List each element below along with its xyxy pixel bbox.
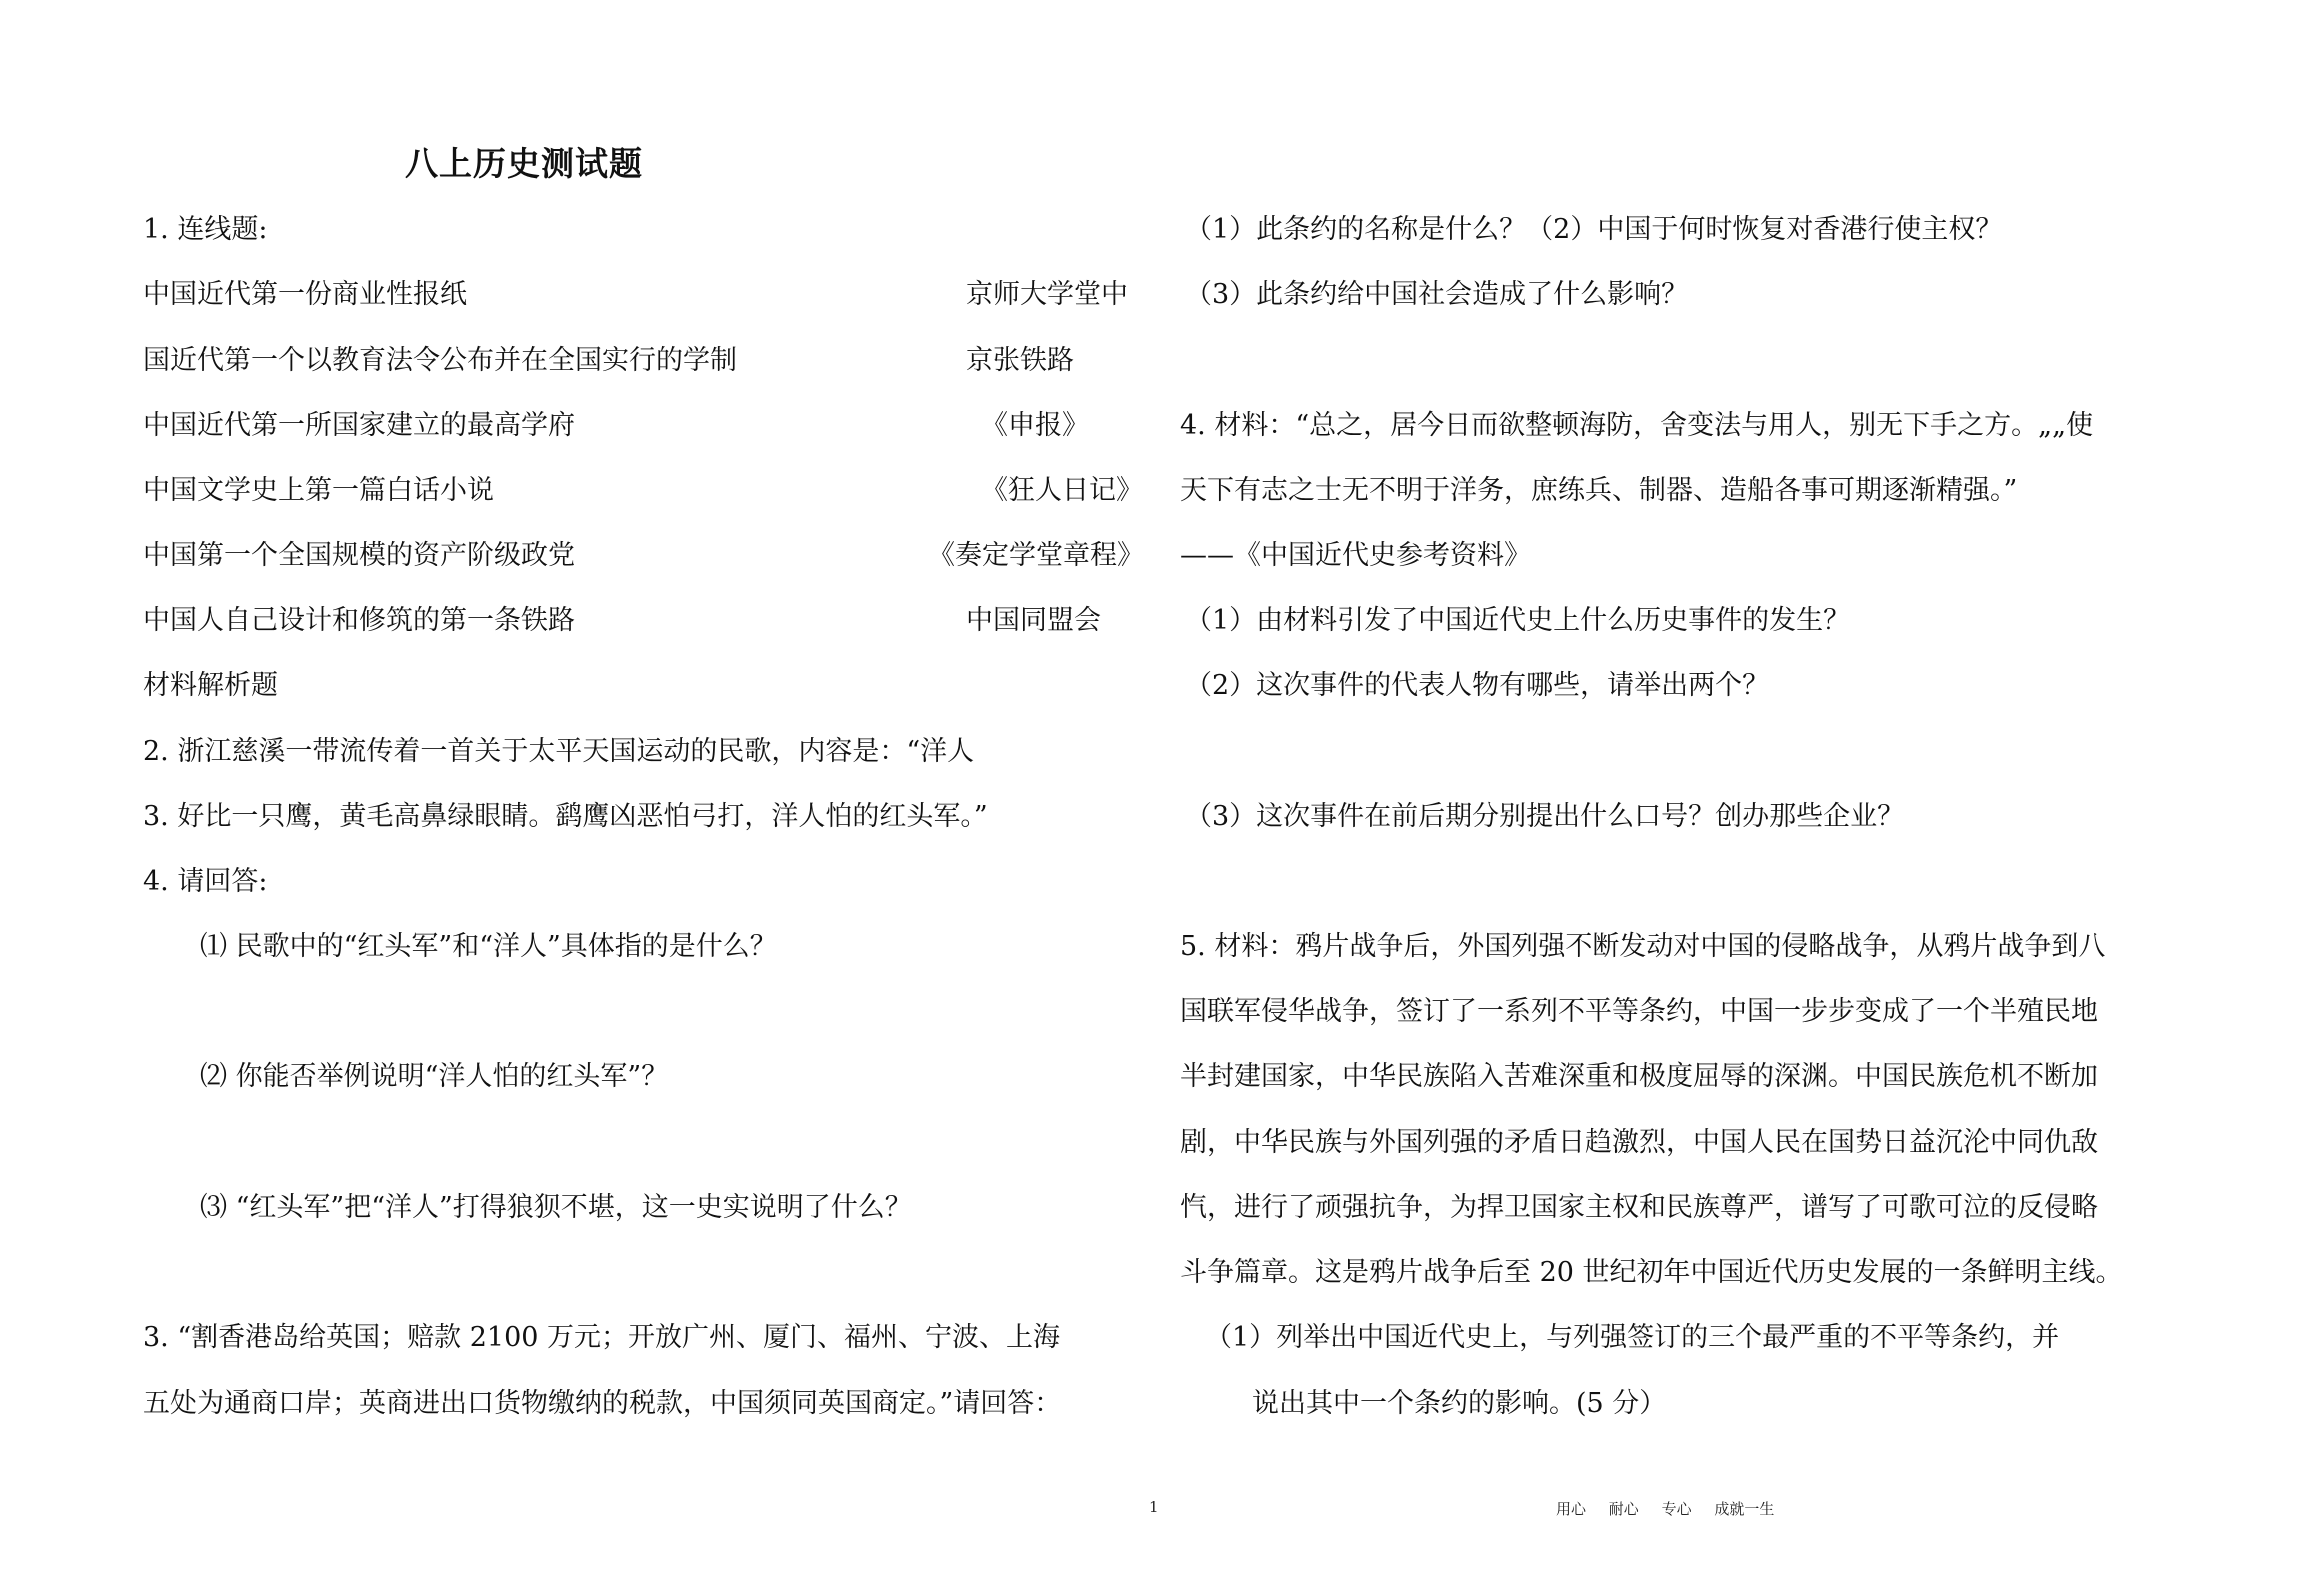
page-title: 八上历史测试题 (405, 144, 643, 183)
q3-sub-question: （1）此条约的名称是什么？（2）中国于何时恢复对香港行使主权？ (1185, 214, 2003, 245)
match-right-item: 《奏定学堂章程》 (928, 540, 1144, 571)
match-left-item: 中国近代第一所国家建立的最高学府 (143, 410, 575, 441)
q3-text: 3. “割香港岛给英国；赔款 2100 万元；开放广州、厦门、福州、宁波、上海 (143, 1322, 1061, 1353)
match-left-item: 中国文学史上第一篇白话小说 (143, 475, 494, 506)
q2-sub-question: ⑶ “红头军”把“洋人”打得狼狈不堪，这一史实说明了什么？ (200, 1192, 912, 1223)
motto-word: 成就一生 (1714, 1500, 1775, 1518)
q5-text: 斗争篇章。这是鸦片战争后至 20 世纪初年中国近代历史发展的一条鲜明主线。 (1180, 1257, 2123, 1288)
q4-sub-question: （3）这次事件在前后期分别提出什么口号？创办那些企业？ (1185, 801, 1905, 832)
q3-sub-question: （3）此条约给中国社会造成了什么影响？ (1185, 279, 1689, 310)
motto-word: 专心 (1661, 1500, 1692, 1518)
q5-text: 剧，中华民族与外国列强的矛盾日趋激烈，中国人民在国势日益沉沦中同仇敌 (1180, 1127, 2098, 1158)
q5-text: 国联军侵华战争，签订了一系列不平等条约，中国一步步变成了一个半殖民地 (1180, 996, 2098, 1027)
match-left-item: 中国近代第一份商业性报纸 (143, 279, 467, 310)
q5-sub-question: 说出其中一个条约的影响。(5 分） (1252, 1388, 1667, 1419)
q2-sub-question: ⑴ 民歌中的“红头军”和“洋人”具体指的是什么？ (200, 931, 777, 962)
q2-text: 3. 好比一只鹰，黄毛高鼻绿眼睛。鹞鹰凶恶怕弓打，洋人怕的红头军。” (143, 801, 988, 832)
q4-sub-question: （1）由材料引发了中国近代史上什么历史事件的发生？ (1185, 605, 1851, 636)
motto-word: 用心 (1556, 1500, 1587, 1518)
match-right-item: 《申报》 (981, 410, 1089, 441)
match-right-item: 京师大学堂中 (966, 279, 1128, 310)
q2-sub-question: ⑵ 你能否举例说明“洋人怕的红头军”？ (200, 1061, 669, 1092)
q5-text: 忾，进行了顽强抗争，为捍卫国家主权和民族尊严，谱写了可歌可泣的反侵略 (1180, 1192, 2098, 1223)
match-right-item: 《狂人日记》 (981, 475, 1143, 506)
footer-motto (1556, 1498, 1792, 1519)
q4-text: 天下有志之士无不明于洋务，庶练兵、制器、造船各事可期逐渐精强。” (1180, 475, 2018, 506)
q2-text: 4. 请回答: (143, 866, 268, 897)
q4-sub-question: （2）这次事件的代表人物有哪些，请举出两个？ (1185, 670, 1770, 701)
q5-text: 半封建国家，中华民族陷入苦难深重和极度屈辱的深渊。中国民族危机不断加 (1180, 1061, 2098, 1092)
q5-sub-question: （1）列举出中国近代史上，与列强签订的三个最严重的不平等条约，并 (1205, 1322, 2060, 1353)
q2-text: 2. 浙江慈溪一带流传着一首关于太平天国运动的民歌，内容是：“洋人 (143, 736, 975, 767)
q5-text: 5. 材料：鸦片战争后，外国列强不断发动对中国的侵略战争，从鸦片战争到八 (1180, 931, 2106, 962)
match-left-item: 中国人自己设计和修筑的第一条铁路 (143, 605, 575, 636)
match-left-item: 中国第一个全国规模的资产阶级政党 (143, 540, 575, 571)
match-left-item: 国近代第一个以教育法令公布并在全国实行的学制 (143, 345, 737, 376)
q1-label: 1. 连线题: (143, 214, 268, 245)
section-heading: 材料解析题 (143, 670, 278, 701)
q3-text: 五处为通商口岸；英商进出口货物缴纳的税款，中国须同英国商定。”请回答： (143, 1388, 1062, 1419)
q4-source: ——《中国近代史参考资料》 (1180, 540, 1531, 571)
q4-text: 4. 材料：“总之，居今日而欲整顿海防，舍变法与用人，别无下手之方。„„使 (1180, 410, 2094, 441)
motto-word: 耐心 (1608, 1500, 1639, 1518)
match-right-item: 京张铁路 (966, 345, 1074, 376)
page-number: 1 (1149, 1498, 1159, 1516)
match-right-item: 中国同盟会 (966, 605, 1101, 636)
